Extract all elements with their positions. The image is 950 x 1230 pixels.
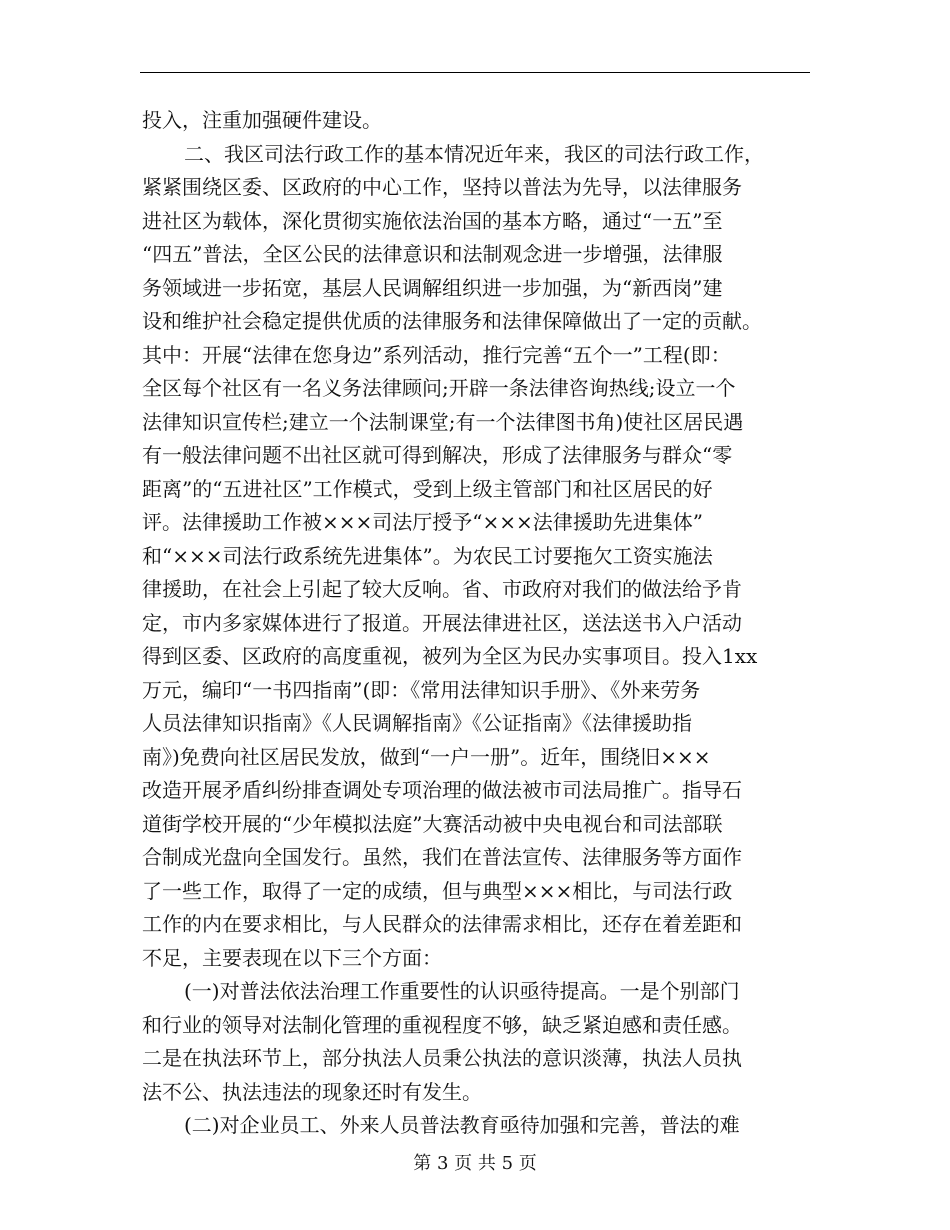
page-number: 第 3 页 共 5 页 (413, 1153, 537, 1174)
text-line: 得到区委、区政府的高度重视，被列为全区为民办实事项目。投入1xx (142, 644, 758, 668)
text-line: 二、我区司法行政工作的基本情况近年来，我区的司法行政工作， (184, 141, 764, 166)
text-line: 评。法律援助工作被×××司法厅授予“×××法律援助先进集体” (142, 510, 703, 534)
text-line: 万元，编印“一书四指南”(即：《常用法律知识手册》、《外来劳务 (142, 677, 701, 702)
text-line: 紧紧围绕区委、区政府的中心工作，坚持以普法为先导，以法律服务 (142, 175, 742, 199)
text-line: 了一些工作，取得了一定的成绩，但与典型×××相比，与司法行政 (142, 878, 733, 903)
text-line: 律援助，在社会上引起了较大反响。省、市政府对我们的做法给予肯 (142, 577, 742, 601)
text-line: “四五”普法，全区公民的法律意识和法制观念进一步增强，法律服 (142, 242, 723, 266)
text-line: 人员法律知识指南》《人民调解指南》《公证指南》《法律援助指 (142, 711, 692, 735)
text-line: 设和维护社会稳定提供优质的法律服务和法律保障做出了一定的贡献。 (142, 309, 762, 333)
text-line: 全区每个社区有一名义务法律顾问;开辟一条法律咨询热线;设立一个 (142, 376, 736, 400)
text-line: 其中：开展“法律在您身边”系列活动，推行完善“五个一”工程(即： (142, 342, 731, 367)
text-line: 和行业的领导对法制化管理的重视程度不够，缺乏紧迫感和责任感。 (142, 1012, 742, 1037)
text-line: 和“×××司法行政系统先进集体”。为农民工讨要拖欠工资实施法 (142, 543, 713, 568)
text-line: 务领域进一步拓宽，基层人民调解组织进一步加强，为“新西岗”建 (142, 275, 723, 300)
text-line: 法不公、执法违法的现象还时有发生。 (142, 1079, 482, 1104)
text-line: (二)对企业员工、外来人员普法教育亟待加强和完善，普法的难 (184, 1113, 740, 1137)
document-body (142, 104, 814, 1143)
text-line: 进社区为载体，深化贯彻实施依法治国的基本方略，通过“一五”至 (142, 208, 723, 233)
text-line: 有一般法律问题不出社区就可得到解决，形成了法律服务与群众“零 (142, 443, 733, 467)
text-line: 二是在执法环节上，部分执法人员秉公执法的意识淡薄，执法人员执 (142, 1046, 742, 1070)
text-line: 南》)免费向社区居民发放，做到“一户一册”。近年，围绕旧××× (142, 744, 711, 769)
text-line: 距离”的“五进社区”工作模式，受到上级主管部门和社区居民的好 (142, 476, 713, 501)
text-line: 投入，注重加强硬件建设。 (142, 108, 382, 132)
text-line: 工作的内在要求相比，与人民群众的法律需求相比，还存在着差距和 (142, 912, 742, 936)
text-line: 道街学校开展的“少年模拟法庭”大赛活动被中央电视台和司法部联 (142, 811, 723, 836)
text-line: 合制成光盘向全国发行。虽然，我们在普法宣传、法律服务等方面作 (142, 845, 742, 869)
text-line: 定，市内多家媒体进行了报道。开展法律进社区，送法送书入户活动 (142, 610, 742, 635)
text-line: 不足，主要表现在以下三个方面： (142, 945, 442, 970)
text-line: 改造开展矛盾纠纷排查调处专项治理的做法被市司法局推广。指导石 (142, 778, 742, 802)
text-line: (一)对普法依法治理工作重要性的认识亟待提高。一是个别部门 (184, 979, 740, 1003)
header-rule (140, 72, 810, 73)
text-line: 法律知识宣传栏;建立一个法制课堂;有一个法律图书角)使社区居民遇 (142, 409, 744, 434)
